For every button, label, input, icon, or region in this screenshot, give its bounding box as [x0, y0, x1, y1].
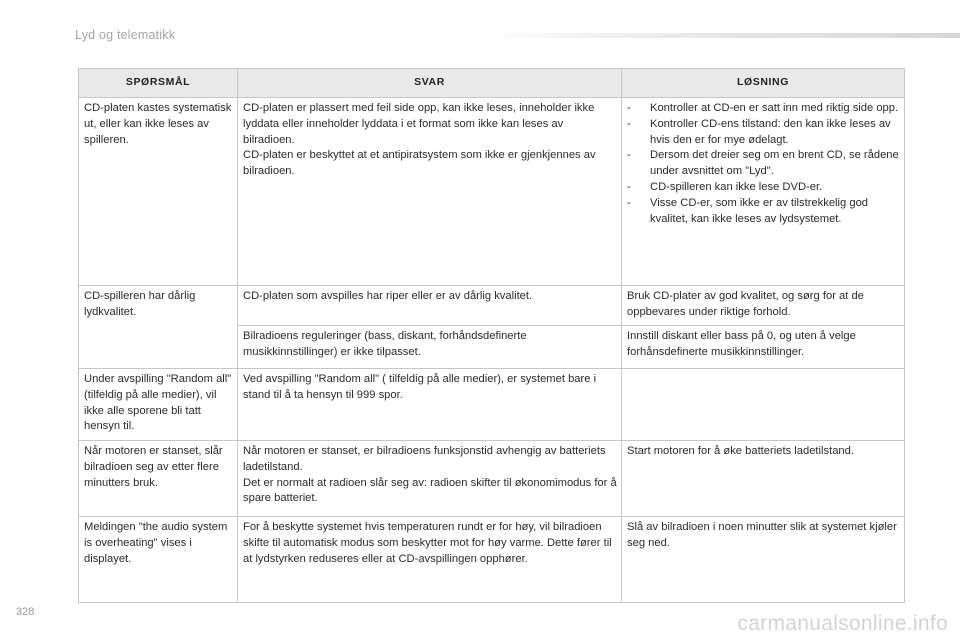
answer-text: CD-platen som avspilles har riper eller er av dårlig kvalitet.: [243, 290, 533, 302]
solution-cell: [622, 326, 905, 369]
solution-cell: [622, 517, 905, 603]
solution-text: Kontroller at CD-en er satt inn med riktig side opp.: [650, 102, 899, 114]
answer-cell: [238, 441, 622, 517]
header-answer: SVAR: [238, 69, 622, 98]
solution-item: - Dersom det dreier seg om en brent CD, se rådene under avsnittet om "Lyd".: [627, 149, 899, 178]
question-cell: Når motoren er stanset, slår bilradioen seg av etter flere minutters bruk.: [79, 441, 238, 517]
solution-text: Visse CD-er, som ikke er av tilstrekkelig god kvalitet, kan ikke leses av lydsystemet.: [650, 196, 869, 225]
answer-text: Ved avspilling "Random all" ( tilfeldig på alle medier), er systemet bare i stand til å ta hensyn til 999 spor.: [243, 373, 597, 401]
solution-cell: [622, 98, 905, 286]
solution-text: Innstill diskant eller bass på 0, og uten å velge forhånsdefinerte musikkinnstillinger.: [627, 330, 856, 358]
answer-cell: [238, 326, 622, 369]
page-number: 328: [16, 606, 35, 618]
table-row: [79, 286, 905, 326]
table-row: [79, 441, 905, 517]
question-cell: CD-spilleren har dårlig lydkvalitet.: [79, 286, 238, 369]
answer-cell: [238, 369, 622, 441]
answer-text: Det er normalt at radioen slår seg av: radioen skifter til økonomimodus for å spare batteriet.: [243, 476, 617, 505]
solution-list: [627, 101, 900, 227]
answer-text: CD-platen er beskyttet at et antipiratsystem som ikke er gjenkjennes av bilradioen.: [243, 149, 596, 178]
answer-text: CD-platen er plassert med feil side opp, kan ikke leses, inneholder ikke lyddata eller inneholder lyddata i et format som ikke kan leses av bilradioen.: [243, 102, 595, 146]
solution-item: - Visse CD-er, som ikke er av tilstrekkelig god kvalitet, kan ikke leses av lydsystemet.: [627, 196, 869, 225]
table-row: [79, 517, 905, 603]
watermark: carmanualsonline.info: [737, 612, 948, 635]
solution-text: Kontroller CD-ens tilstand: den kan ikke leses av hvis den er for mye ødelagt.: [650, 117, 891, 146]
answer-cell: [238, 517, 622, 603]
table-row: [79, 369, 905, 441]
question-cell: Under avspilling "Random all" (tilfeldig på alle medier), vil ikke alle sporene bli tatt hensyn til.: [79, 369, 238, 441]
question-cell: Meldingen "the audio system is overheating" vises i displayet.: [79, 517, 238, 603]
header-solution: LØSNING: [622, 69, 905, 98]
solution-text: Bruk CD-plater av god kvalitet, og sørg for at de oppbevares under riktige forhold.: [627, 290, 864, 318]
table-header-row: [79, 69, 905, 98]
solution-text: Dersom det dreier seg om en brent CD, se rådene under avsnittet om "Lyd".: [650, 149, 899, 178]
answer-text: Når motoren er stanset, er bilradioens funksjonstid avhengig av batteriets ladetilstand.: [243, 445, 606, 473]
solution-cell: [622, 286, 905, 326]
header-decorative-bar: [472, 33, 960, 38]
solution-text: CD-spilleren kan ikke lese DVD-er.: [650, 180, 823, 193]
answer-cell: [238, 98, 622, 286]
troubleshooting-table: [78, 68, 905, 603]
header-question: SPØRSMÅL: [79, 69, 238, 98]
solution-cell: [622, 369, 905, 441]
solution-item: - Kontroller CD-ens tilstand: den kan ikke leses av hvis den er for mye ødelagt.: [627, 117, 891, 146]
solution-cell: [622, 441, 905, 517]
solution-text: Start motoren for å øke batteriets ladetilstand.: [627, 445, 854, 457]
solution-item: - CD-spilleren kan ikke lese DVD-er.: [627, 180, 823, 193]
solution-text: Slå av bilradioen i noen minutter slik at systemet kjøler seg ned.: [627, 521, 897, 549]
answer-text: For å beskytte systemet hvis temperaturen rundt er for høy, vil bilradioen skifte til automatisk modus som beskytter mot for høy varme. Dette fører til at lydstyrken reduseres eller at CD-avspillingen opphører.: [243, 521, 612, 565]
answer-cell: [238, 286, 622, 326]
answer-text: Bilradioens reguleringer (bass, diskant, forhåndsdefinerte musikkinnstillinger) er ikke tilpasset.: [243, 330, 527, 358]
section-title: Lyd og telematikk: [75, 28, 176, 42]
table-row: [79, 98, 905, 286]
question-cell: CD-platen kastes systematisk ut, eller kan ikke leses av spilleren.: [79, 98, 238, 286]
solution-item: - Kontroller at CD-en er satt inn med riktig side opp.: [627, 102, 899, 114]
